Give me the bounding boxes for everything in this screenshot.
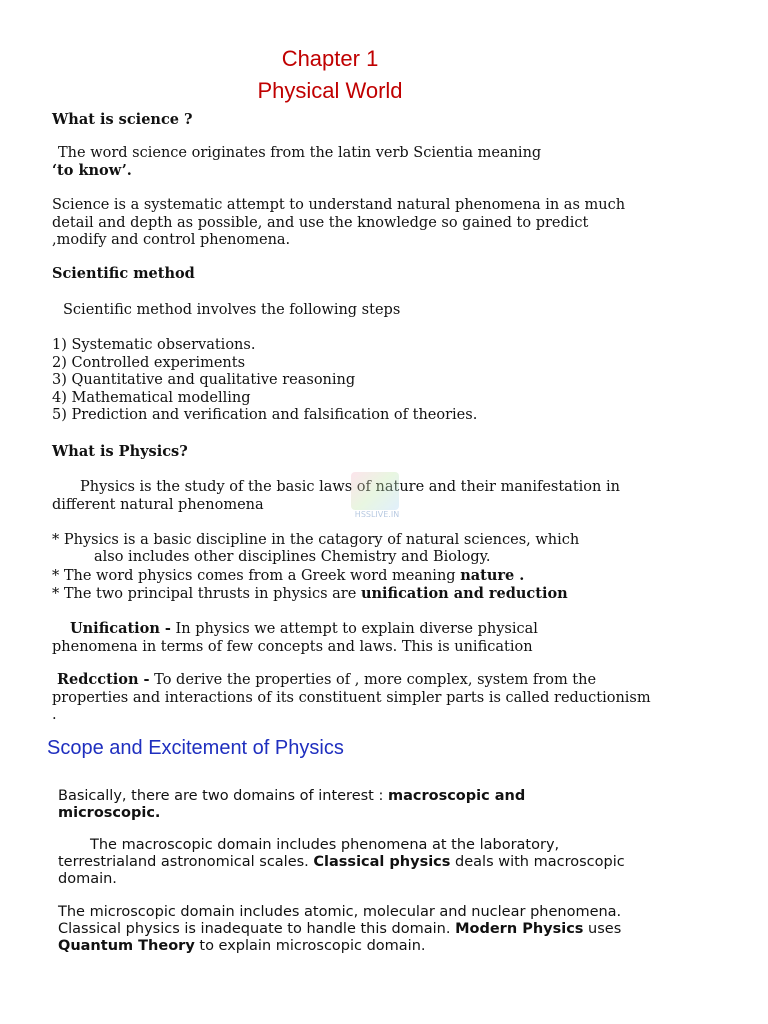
physics-definition: Physics is the study of the basic laws of nature and their manifestation in different natural phenomena (52, 479, 620, 513)
micro-mid: uses (583, 921, 622, 937)
list-item: 1) Systematic observations. (52, 337, 256, 353)
physics-bullet-1-line2: also includes other disciplines Chemistry and Biology. (94, 549, 491, 565)
reduction-text: To derive the properties of , more complex, system from the properties and interactions of its constituent simpler parts is called reductionism . (52, 672, 651, 723)
scientific-method-steps (52, 337, 662, 425)
unification-term: Unification - (70, 620, 171, 637)
physics-bullet-3 (52, 585, 662, 604)
hsslive-logo (345, 470, 409, 526)
scientific-method-heading: Scientific method (52, 265, 195, 282)
macro-end: deals with macroscopic domain. (58, 854, 625, 887)
micro-end: to explain microscopic domain. (194, 938, 426, 954)
science-origin-line2: ‘to know’. (52, 162, 132, 179)
logo-image (351, 472, 399, 510)
bullet-3-bold: unification and reduction (360, 585, 568, 602)
what-is-physics-heading: What is Physics? (52, 443, 188, 460)
list-item: 2) Controlled experiments (52, 354, 246, 371)
reduction-paragraph (52, 671, 652, 725)
bullet-2-text: * The word physics comes from a Greek word meaning (52, 568, 461, 584)
list-item: 4) Mathematical modelling (52, 389, 251, 406)
domains-text: Basically, there are two domains of interest : (58, 788, 388, 804)
micro-text: The microscopic domain includes atomic, molecular and nuclear phenomena. Classical physics is inadequate to handle this domain. (58, 904, 622, 937)
science-origin-line1: The word science originates from the latin verb Scientia meaning (58, 145, 542, 161)
physics-bullet-2 (52, 567, 662, 586)
what-is-science-heading: What is science ? (52, 111, 193, 128)
micro-bold-1: Modern Physics (455, 921, 584, 937)
science-definition: Science is a systematic attempt to understand natural phenomena in as much detail and depth as possible, and use the knowledge so gained to predict ,modify and control phenomena. (52, 197, 626, 248)
macro-text: The macroscopic domain includes phenomena at the laboratory, terrestrialand astronomical scales. (58, 837, 560, 870)
scientific-method-intro: Scientific method involves the following steps (63, 302, 401, 318)
microscopic-paragraph (58, 904, 648, 955)
macro-bold: Classical physics (313, 854, 451, 870)
domains-paragraph (58, 788, 628, 822)
logo-label: HSSLIVE.IN (354, 510, 400, 519)
list-item: 5) Prediction and verification and falsification of theories. (52, 407, 478, 423)
unification-paragraph (52, 620, 612, 656)
list-item: 3) Quantitative and qualitative reasoning (52, 372, 356, 388)
bullet-2-bold: nature . (460, 567, 525, 584)
physics-bullet-1-line1: * Physics is a basic discipline in the catagory of natural sciences, which (52, 532, 580, 548)
domains-bold: macroscopic and microscopic. (58, 788, 526, 821)
chapter-number: Chapter 1 (281, 46, 379, 71)
micro-bold-2: Quantum Theory (58, 938, 195, 954)
bullet-3-text: * The two principal thrusts in physics are (52, 586, 361, 602)
scope-heading: Scope and Excitement of Physics (47, 737, 344, 759)
unification-text: In physics we attempt to explain diverse physical phenomena in terms of few concepts and laws. This is unification (52, 621, 538, 655)
chapter-title: Physical World (257, 78, 403, 103)
macroscopic-paragraph (58, 837, 648, 888)
reduction-term: Redcction - (57, 671, 150, 688)
